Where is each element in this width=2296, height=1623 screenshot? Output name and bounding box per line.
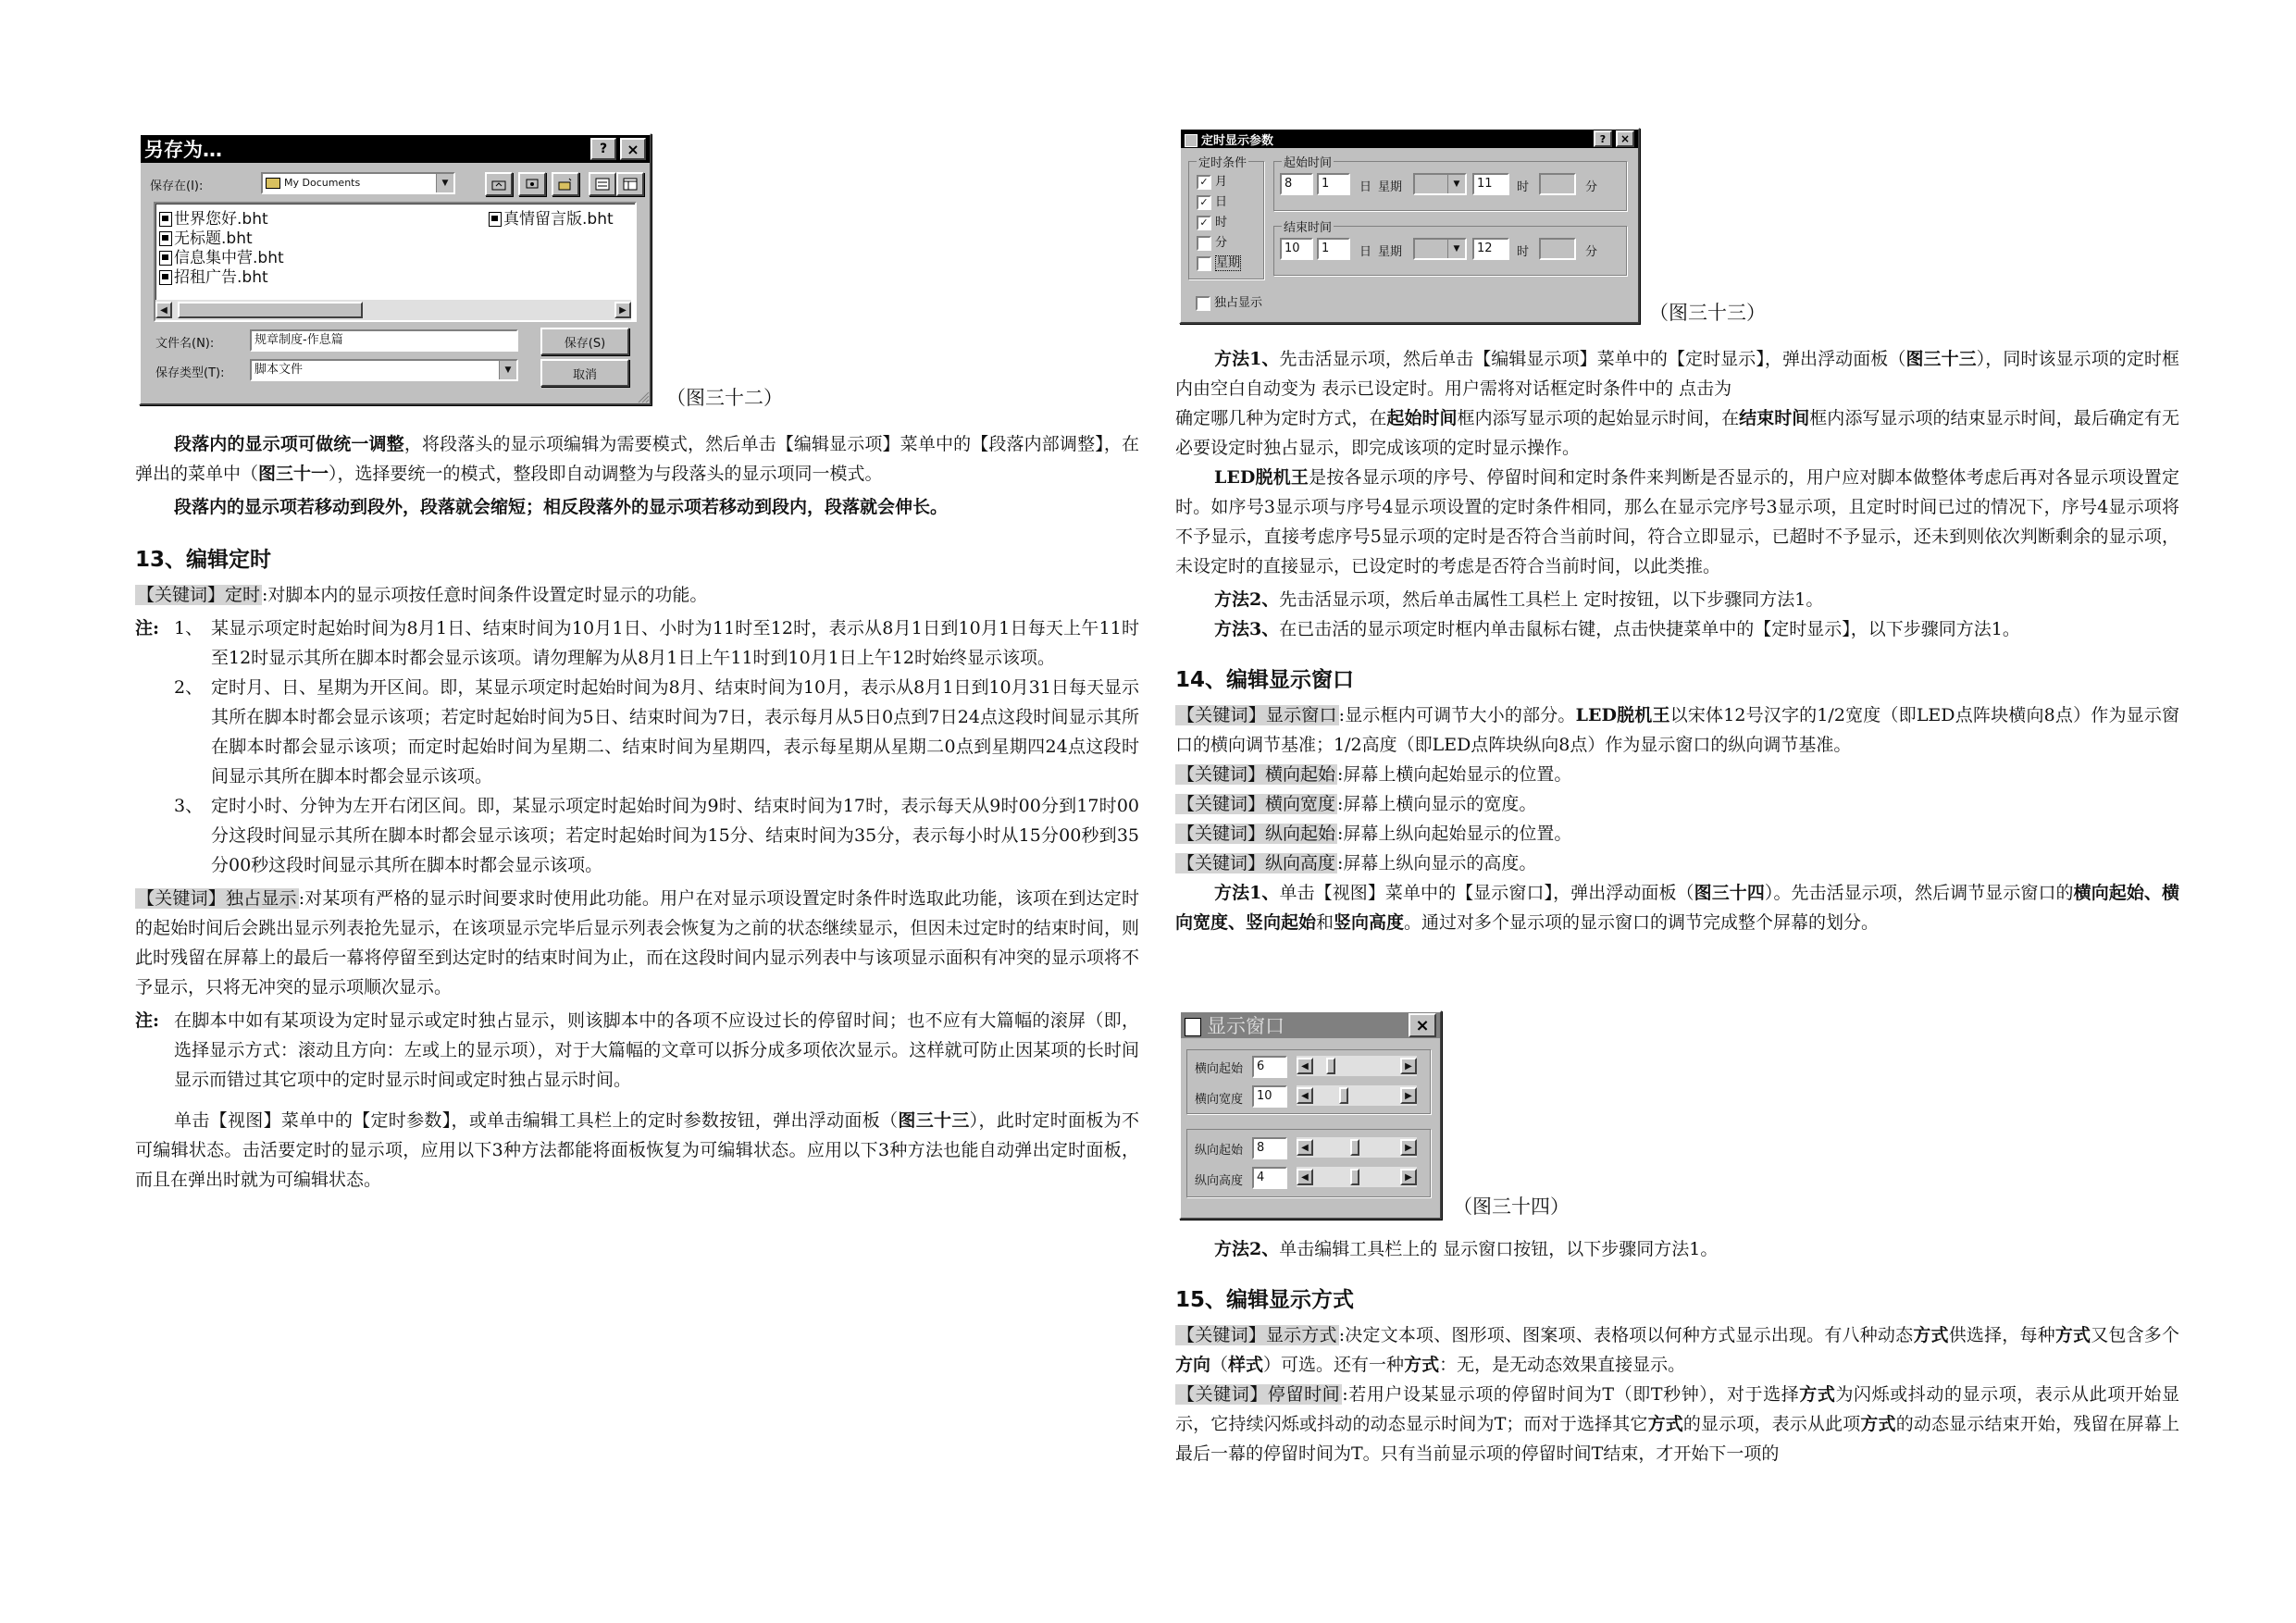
timer-titlebar — [1181, 130, 1638, 148]
chevron-down-icon[interactable]: ▼ — [1447, 240, 1465, 258]
keyword-timer: 【关键词】定时 :对脚本内的显示项按任意时间条件设置定时显示的功能。 — [137, 585, 708, 605]
v-height-slider[interactable] — [1297, 1167, 1417, 1187]
start-time-group: 起始时间 8 1 日 星期 ▼ 11 时 分 — [1273, 161, 1627, 211]
up-folder-button[interactable] — [485, 172, 513, 196]
file-item[interactable]: 信息集中营.bht — [159, 244, 284, 267]
new-folder-button[interactable] — [552, 172, 579, 196]
v-height-input[interactable]: 4 — [1252, 1167, 1287, 1189]
scroll-left-button[interactable]: ◀ — [155, 302, 172, 318]
start-day-input[interactable]: 1 — [1317, 173, 1350, 195]
method-3-timer: 方法3、在已击活的显示项定时框内单击鼠标右键，点击快捷菜单中的【定时显示】，以下步骤同方法1。 — [1214, 619, 2020, 639]
slider-thumb[interactable] — [1326, 1058, 1335, 1074]
keyword-v-start: 【关键词】纵向起始 :屏幕上纵向起始显示的位置。 — [1177, 824, 1572, 844]
cond-month[interactable]: ✓ 月 — [1197, 171, 1227, 190]
h-width-input[interactable]: 10 — [1252, 1085, 1287, 1108]
filetype-dropdown[interactable]: 脚本文件 ▼ — [250, 359, 518, 381]
start-minute-input[interactable] — [1539, 173, 1576, 195]
file-item[interactable]: 招租广告.bht — [159, 264, 268, 287]
method-1-window: 方法1、单击【视图】菜单中的【显示窗口】，弹出浮动面板（图三十四）。先击活显示项，然后调节显示窗口的横向起始、横向宽度、竖向起始和竖向高度。通过对多个显示项的显示窗口的调节完成整个屏幕的划分。 — [1175, 883, 2179, 933]
scroll-thumb[interactable] — [178, 302, 363, 318]
start-hour-input[interactable]: 11 — [1472, 173, 1509, 195]
file-item[interactable]: 真情留言版.bht — [489, 205, 614, 229]
list-view-button[interactable] — [589, 172, 616, 196]
paragraph-led: LED脱机王是按各显示项的序号、停留时间和定时条件来判断是否显示的，用户应对脚本做整体考虑后再对各显示项设置定时。如序号3显示项与序号4显示项设置的定时条件相同，那么在显示完序号3显示项，且定时时间已过的情况下，序号4显示项将不予显示，直接考虑序号5显示项的定时是否符合当前时间，符合立即显示，已超时不予显示，还未到则依次判断剩余的显示项，未设定时的直接显示，已设定时的考虑是否符合当前时间，以此类推。 — [1175, 467, 2179, 576]
timer-dialog — [1179, 128, 1640, 324]
horizontal-group: 横向起始 6 ◀ ▶ 横向宽度 10 ◀ ▶ — [1186, 1049, 1431, 1114]
paragraph-adjust: 段落内的显示项可做统一调整，将段落头的显示项编辑为需要模式，然后单击【编辑显示项】菜单中的【段落内部调整】，在弹出的菜单中（图三十一），选择要统一的模式，整段即自动调整为与段落头的显示项同一模式。 — [135, 434, 1139, 484]
slider-right-button[interactable]: ▶ — [1400, 1058, 1417, 1074]
end-day-input[interactable]: 1 — [1317, 238, 1350, 260]
close-button[interactable]: × — [1409, 1013, 1436, 1037]
method-2-window: 方法2、单击编辑工具栏上的 显示窗口按钮，以下步骤同方法1。 — [1214, 1239, 1719, 1259]
file-item[interactable]: 世界您好.bht — [159, 205, 268, 229]
scroll-right-button[interactable]: ▶ — [614, 302, 631, 318]
section-13-heading: 13、编辑定时 — [135, 548, 272, 572]
h-start-input[interactable]: 6 — [1252, 1056, 1287, 1078]
save-as-dialog — [139, 133, 652, 405]
end-time-group: 结束时间 10 1 日 星期 ▼ 12 时 分 — [1273, 226, 1627, 276]
figure-caption-32: （图三十二） — [666, 387, 783, 409]
start-weekday-select[interactable] — [1413, 173, 1467, 195]
folder-icon — [266, 178, 280, 189]
keyword-display-window: 【关键词】显示窗口 :显示框内可调节大小的部分。LED脱机王以宋体12号汉字的1/2宽度（即LED点阵块横向8点）作为显示窗口的横向调节基准；1/2高度（即LED点阵块纵向8点）作为显示窗口的纵向调节基准。 — [1175, 705, 2179, 755]
note-item: 1、 某显示项定时起始时间为8月1日、结束时间为10月1日、小时为11时至12时，表示从8月1日到10月1日每天上午11时至12时显示其所在脚本时都会显示该项。请勿理解为从8月1日上午11时到10月1日上午12时始终显示该项。 — [174, 618, 1139, 668]
slider-left-button[interactable]: ◀ — [1297, 1087, 1313, 1104]
help-button[interactable]: ? — [1594, 130, 1612, 147]
chevron-down-icon[interactable]: ▼ — [1447, 175, 1465, 193]
keyword-display-mode: 【关键词】显示方式 :决定文本项、图形项、图案项、表格项以何种方式显示出现。有八种动态方式供选择，每种方式又包含多个方向（样式）可选。还有一种方式：无，是无动态效果直接显示。 — [1175, 1325, 2179, 1375]
file-icon — [159, 270, 172, 285]
note-item: 3、 定时小时、分钟为左开右闭区间。即，某显示项定时起始时间为9时、结束时间为17时，表示每天从9时00分到17时00分这段时间显示其所在脚本时都会显示该项；若定时起始时间为15分、结束时间为35分，表示每小时从15分00秒到35分00秒这段时间显示其所在脚本时都会显示该项。 — [174, 796, 1139, 875]
save-in-label: 保存在(I): — [150, 180, 204, 193]
details-view-icon — [623, 178, 638, 191]
desktop-button[interactable] — [518, 172, 546, 196]
keyword-h-width: 【关键词】横向宽度 :屏幕上横向显示的宽度。 — [1177, 794, 1537, 814]
cond-minute[interactable]: 分 — [1197, 232, 1227, 251]
note-item: 2、 定时月、日、星期为开区间。即，某显示项定时起始时间为8月、结束时间为10月，表示从8月1日到10月31日每天显示其所在脚本时都会显示该项；若定时起始时间为5日、结束时间为7日，表示每月从5日0点到7日24点这段时间显示其所在脚本时都会显示该项；而定时起始时间为星期二、结束时间为星期四，表示每星期从星期二0点到星期四24点这段时间显示其所在脚本时都会显示该项。 — [174, 677, 1139, 787]
save-in-value: My Documents — [284, 177, 361, 189]
cond-day[interactable]: ✓ 日 — [1197, 192, 1227, 210]
slider-left-button[interactable]: ◀ — [1297, 1169, 1313, 1185]
keyword-h-start: 【关键词】横向起始 :屏幕上横向起始显示的位置。 — [1177, 764, 1572, 785]
file-item[interactable]: 无标题.bht — [159, 225, 253, 248]
cond-weekday[interactable]: 星期 — [1197, 253, 1241, 271]
end-month-input[interactable]: 10 — [1280, 238, 1313, 260]
method-1-timer: 方法1、先击活显示项，然后单击【编辑显示项】菜单中的【定时显示】，弹出浮动面板（图三十三），同时该显示项的定时框内由空白自动变为 表示已设定时。用户需将对话框定时条件中的 点击为 — [1175, 349, 2179, 399]
close-button[interactable]: × — [620, 138, 646, 160]
details-view-button[interactable] — [616, 172, 644, 196]
cancel-button[interactable]: 取消 — [540, 359, 629, 387]
filetype-label: 保存类型(T): — [155, 366, 225, 380]
slider-thumb[interactable] — [1350, 1169, 1359, 1185]
save-as-title: 另存为… — [144, 139, 222, 161]
paragraph-move: 段落内的显示项若移动到段外，段落就会缩短；相反段落外的显示项若移动到段内，段落就会伸长。 — [174, 497, 949, 517]
v-start-slider[interactable] — [1297, 1137, 1417, 1158]
slider-left-button[interactable]: ◀ — [1297, 1058, 1313, 1074]
slider-left-button[interactable]: ◀ — [1297, 1139, 1313, 1156]
new-folder-icon — [558, 178, 573, 191]
slider-thumb[interactable] — [1350, 1139, 1359, 1156]
end-hour-input[interactable]: 12 — [1472, 238, 1509, 260]
display-window-titlebar — [1181, 1012, 1440, 1038]
resize-grip-icon[interactable] — [637, 390, 650, 403]
note-exclusive: 注: 在脚本中如有某项设为定时显示或定时独占显示，则该脚本中的各项不应设过长的停留时间；也不应有大篇幅的滚屏（即，选择显示方式：滚动且方向：左或上的显示项），对于大篇幅的文章可以拆分成多项依次显示。这样就可防止因某项的长时间显示而错过其它项中的定时显示时间或定时独占显示时间。 — [135, 1010, 1139, 1090]
display-window-dialog — [1179, 1010, 1442, 1220]
slider-right-button[interactable]: ▶ — [1400, 1139, 1417, 1156]
figure-caption-33: （图三十三） — [1649, 302, 1766, 324]
exclusive-checkbox[interactable]: 独占显示 — [1196, 292, 1262, 311]
slider-right-button[interactable]: ▶ — [1400, 1087, 1417, 1104]
slider-thumb[interactable] — [1339, 1087, 1348, 1104]
list-view-icon — [595, 178, 610, 191]
timer-condition-group: 定时条件 ✓ 月 ✓ 日 ✓ 时 分 星期 — [1188, 161, 1264, 279]
figure-caption-34: （图三十四） — [1453, 1196, 1570, 1218]
app-icon — [1185, 1018, 1201, 1036]
chevron-down-icon[interactable]: ▼ — [499, 361, 516, 379]
up-folder-icon — [491, 178, 506, 191]
section-15-heading: 15、编辑显示方式 — [1175, 1288, 1355, 1312]
file-icon — [489, 212, 502, 227]
h-start-slider[interactable] — [1297, 1056, 1417, 1076]
desktop-icon — [525, 178, 540, 191]
method-2-timer: 方法2、先击活显示项，然后单击属性工具栏上 定时按钮，以下步骤同方法1。 — [1214, 589, 1824, 610]
keyword-v-height: 【关键词】纵向高度 :屏幕上纵向显示的高度。 — [1177, 853, 1537, 873]
h-width-slider[interactable] — [1297, 1085, 1417, 1106]
filename-label: 文件名(N): — [155, 337, 215, 351]
save-button[interactable]: 保存(S) — [540, 328, 629, 355]
note-timer: 注: 1、 某显示项定时起始时间为8月1日、结束时间为10月1日、小时为11时至12时，表示从8月1日到10月1日每天上午11时至12时显示其所在脚本时都会显示该项。请勿理解为从8月1日上午11时到10月1日上午12时始终显示该项。 2、 定时月、日、星期为开区间。即，某显示项定时起始时间为8月、结束时间为10月，表示从8月1日到10月31日每天显示其所在脚本时都会显示该项；若定时起始时间为5日、结束时间为7日，表示每月从5日0点到7日24点这段时间显示其所在脚本时都会显示该项；而定时起始时间为星期二、结束时间为星期四，表示每星期从星期二0点到星期四24点这段时间显示其所在脚本时都会显示该项。 3、 定时小时、分钟为左开右闭区间。即，某显示项定时起始时间为9时、结束时间为17时，表示每天从9时00分到17时00分这段时间显示其所在脚本时都会显示该项；若定时起始时间为15分、结束时间为35分，表示每小时从15分00秒到35分00秒这段时间显示其所在脚本时都会显示该项。 — [135, 613, 1139, 880]
save-in-dropdown[interactable] — [261, 172, 455, 194]
display-window-title: 显示窗口 — [1207, 1015, 1285, 1037]
help-button[interactable]: ? — [590, 138, 616, 160]
end-minute-input[interactable] — [1539, 238, 1576, 260]
close-button[interactable]: × — [1616, 130, 1634, 147]
v-start-input[interactable]: 8 — [1252, 1137, 1287, 1159]
end-weekday-select[interactable] — [1413, 238, 1467, 260]
chevron-down-icon[interactable]: ▼ — [436, 174, 453, 192]
app-icon — [1185, 134, 1198, 147]
paragraph-view-menu: 单击【视图】菜单中的【定时参数】，或单击编辑工具栏上的定时参数按钮，弹出浮动面板（图三十三），此时定时面板为不可编辑状态。击活要定时的显示项，应用以下3种方法都能将面板恢复为可编辑状态。应用以下3种方法也能自动弹出定时面板，而且在弹出时就为可编辑状态。 — [135, 1110, 1139, 1190]
cond-hour[interactable]: ✓ 时 — [1197, 212, 1227, 230]
vertical-group: 纵向起始 8 ◀ ▶ 纵向高度 4 ◀ ▶ — [1186, 1129, 1431, 1197]
keyword-exclusive: 【关键词】独占显示 :对某项有严格的显示时间要求时使用此功能。用户在对显示项设置定时条件时选取此功能，该项在到达定时的起始时间后会跳出显示列表抢先显示，在该项显示完毕后显示列表会恢复为之前的状态继续显示，但因未过定时的结束时间，则此时残留在屏幕上的最后一幕将停留至到达定时的结束时间为止，而在这段时间内显示列表中与该项显示面积有冲突的显示项将不予显示，只将无冲突的显示项顺次显示。 — [135, 888, 1139, 997]
method-1-timer-cont: 确定哪几种为定时方式，在起始时间框内添写显示项的起始显示时间，在结束时间框内添写显示项的结束显示时间，最后确定有无必要设定时独占显示，即完成该项的定时显示操作。 — [1175, 408, 2179, 458]
section-14-heading: 14、编辑显示窗口 — [1175, 668, 1355, 692]
keyword-dwell-time: 【关键词】停留时间 :若用户设某显示项的停留时间为T（即T秒钟），对于选择方式为闪烁或抖动的显示项，表示从此项开始显示，它持续闪烁或抖动的动态显示时间为T；而对于选择其它方式的显示项，表示从此项方式的动态显示结束开始，残留在屏幕上最后一幕的停留时间为T。只有当前显示项的停留时间T结束，才开始下一项的 — [1175, 1384, 2179, 1464]
filename-input[interactable]: 规章制度-作息篇 — [250, 329, 518, 352]
file-list[interactable] — [154, 202, 637, 322]
start-month-input[interactable]: 8 — [1280, 173, 1313, 195]
save-as-titlebar — [141, 135, 650, 163]
timer-title: 定时显示参数 — [1201, 133, 1274, 148]
horizontal-scrollbar[interactable] — [155, 300, 631, 320]
slider-right-button[interactable]: ▶ — [1400, 1169, 1417, 1185]
